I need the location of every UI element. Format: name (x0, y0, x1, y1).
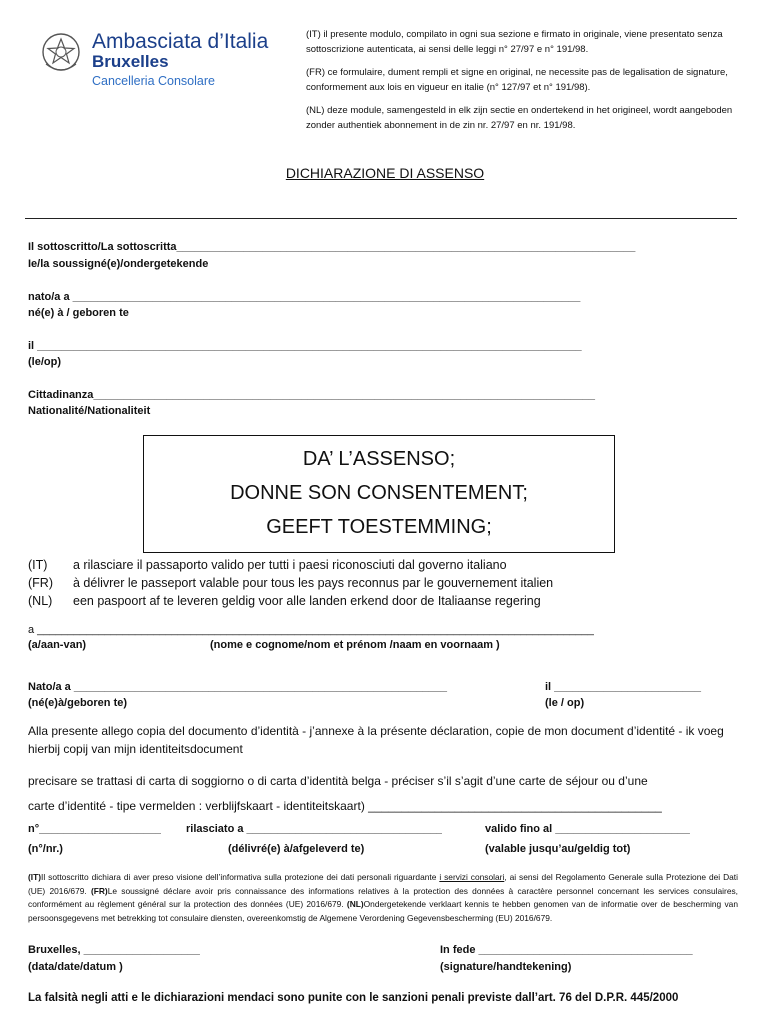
intro-notes (306, 28, 751, 142)
card-type-note: precisare se trattasi di carta di soggiorno o di carta d’identità belga - préciser s’il s’agit d’une carte de séjour ou d’une (28, 774, 648, 788)
consent-fr: DONNE SON CONSENTEMENT; (230, 482, 528, 504)
birthdate-label: (le/op) (28, 356, 61, 368)
embassy-logo (40, 28, 269, 88)
doc-valid-label: (valable jusqu’au/geldig tot) (485, 843, 631, 855)
purpose-text: à délivrer le passeport valable pour tous les pays reconnus par le gouvernement italien (73, 576, 554, 590)
lang-code: (IT) (28, 558, 48, 572)
child-birthplace-label: (né(e)à/geboren te) (28, 697, 128, 709)
child-birthdate-label: (le / op) (545, 697, 585, 709)
consent-it: DA’ L’ASSENSO; (302, 448, 456, 470)
intro-it: (IT) il presente modulo, compilato in ogni sua sezione e firmato in originale, viene presentato senza sottoscrizione autenticata, ai sensi delle leggi n° 27/97 e n° 191/98. (306, 29, 723, 55)
lang-code: (FR) (28, 576, 53, 590)
logo-department: Cancelleria Consolare (92, 74, 215, 88)
privacy-notice (28, 871, 738, 925)
doc-number-field[interactable]: n°____________________ (28, 823, 162, 835)
birthplace-field[interactable]: nato/a a ___________________________________________________________________________________ (28, 291, 581, 303)
child-birthplace-field[interactable]: Nato/a a _____________________________________________________________ (28, 681, 448, 693)
purpose-text: een paspoort af te leveren geldig voor alle landen erkend door de Italiaanse regering (73, 594, 541, 608)
purpose-text: a rilasciare il passaporto valido per tutti i paesi riconosciuti dal governo italiano (73, 558, 507, 572)
recipient-label: (a/aan-van) (28, 639, 87, 651)
birthplace-label: né(e) à / geboren te (28, 307, 129, 319)
child-birthdate-field[interactable]: il ________________________ (545, 681, 701, 693)
citizenship-label: Nationalité/Nationaliteit (28, 405, 151, 417)
consent-box (143, 435, 615, 553)
lang-code: (NL) (346, 899, 364, 909)
italian-emblem-icon (40, 30, 82, 76)
doc-valid-field[interactable]: valido fino al ______________________ (485, 823, 690, 835)
signature-field[interactable]: In fede ___________________________________ (440, 944, 693, 956)
recipient-name-label: (nome e cognome/nom et prénom /naam en voornaam ) (210, 639, 500, 651)
undersigned-field[interactable]: Il sottoscritto/La sottoscritta___________________________________________________________________________ (28, 241, 636, 253)
lang-code: (IT) (28, 872, 42, 882)
id-copy-statement: Alla presente allego copia del documento d’identità - j’annexe à la présente déclaration, copie de mon document d’identité - ik voeg hierbij copij van mijn identiteitsdocument (28, 724, 724, 756)
doc-number-label: (n°/nr.) (28, 843, 63, 855)
consent-nl: GEEFT TOESTEMMING; (266, 516, 492, 538)
signature-label: (signature/handtekening) (440, 961, 572, 973)
logo-city: Bruxelles (92, 52, 169, 71)
consular-services-link[interactable]: i servizi consolari (439, 872, 505, 882)
citizenship-field[interactable]: Cittadinanza__________________________________________________________________________________ (28, 389, 596, 401)
divider (25, 218, 737, 219)
lang-code: (FR) (90, 885, 108, 896)
purpose-row-fr (28, 576, 553, 590)
recipient-field[interactable]: a ___________________________________________________________________________________________ (28, 624, 594, 636)
purpose-row-nl (28, 594, 541, 608)
undersigned-label: Ie/la soussigné(e)/ondergetekende (28, 258, 209, 270)
card-type-field[interactable]: carte d’identité - tipe vermelden : verblijfskaart - identiteitskaart) ____________________________________________ (28, 799, 662, 813)
intro-nl: (NL) deze module, samengesteld in elk zijn sectie en ondertekend in het origineel, wordt aangeboden zonder authentiek abonnement in de zin nr. 27/97 en nr. 191/98. (306, 105, 733, 131)
privacy-it: Il sottoscritto dichiara di aver preso visione dell’informativa sulla protezione dei dati personali riguardante (41, 872, 440, 882)
privacy-nl: Ondergetekende verklaart kennis te hebben genomen van de informatie over de bescherming van persoonsgegevens met betrekking tot consulaire diensten, overeenkomstig de Algemene Verordening Gegevensbescherming (EU) 2016/679. (28, 899, 738, 923)
place-date-field[interactable]: Bruxelles, ___________________ (28, 944, 200, 956)
legal-footer: La falsità negli atti e le dichiarazioni mendaci sono punite con le sanzioni penali previste dall’art. 76 del D.P.R. 445/2000 (28, 992, 679, 1004)
purpose-row-it (28, 558, 507, 572)
birthdate-field[interactable]: il _________________________________________________________________________________________ (28, 340, 582, 352)
logo-embassy-name: Ambasciata d’Italia (92, 30, 269, 53)
doc-issued-field[interactable]: rilasciato a ________________________________ (186, 823, 443, 835)
lang-code: (NL) (28, 594, 53, 608)
page-title: DICHIARAZIONE DI ASSENSO (285, 165, 485, 181)
doc-issued-label: (délivré(e) à/afgeleverd te) (228, 843, 365, 855)
place-date-label: (data/date/datum ) (28, 961, 123, 973)
privacy-it-end: , ai sensi del Regolamento Generale sulla Protezione dei Dati (UE) 2016/679. (28, 872, 738, 896)
privacy-fr: Le soussigné déclare avoir pris connaissance des informations relatives à la protection des données à caractère personnel concernant les services consulaires, conformément au règlement général sur la protection des données (UE) 2016/679. (28, 885, 738, 909)
intro-fr: (FR) ce formulaire, dument rempli et signe en original, ne necessite pas de legalisation de signature, conformement aux lois en vigueur en italie (n° 127/97 et n° 191/98). (306, 67, 728, 93)
